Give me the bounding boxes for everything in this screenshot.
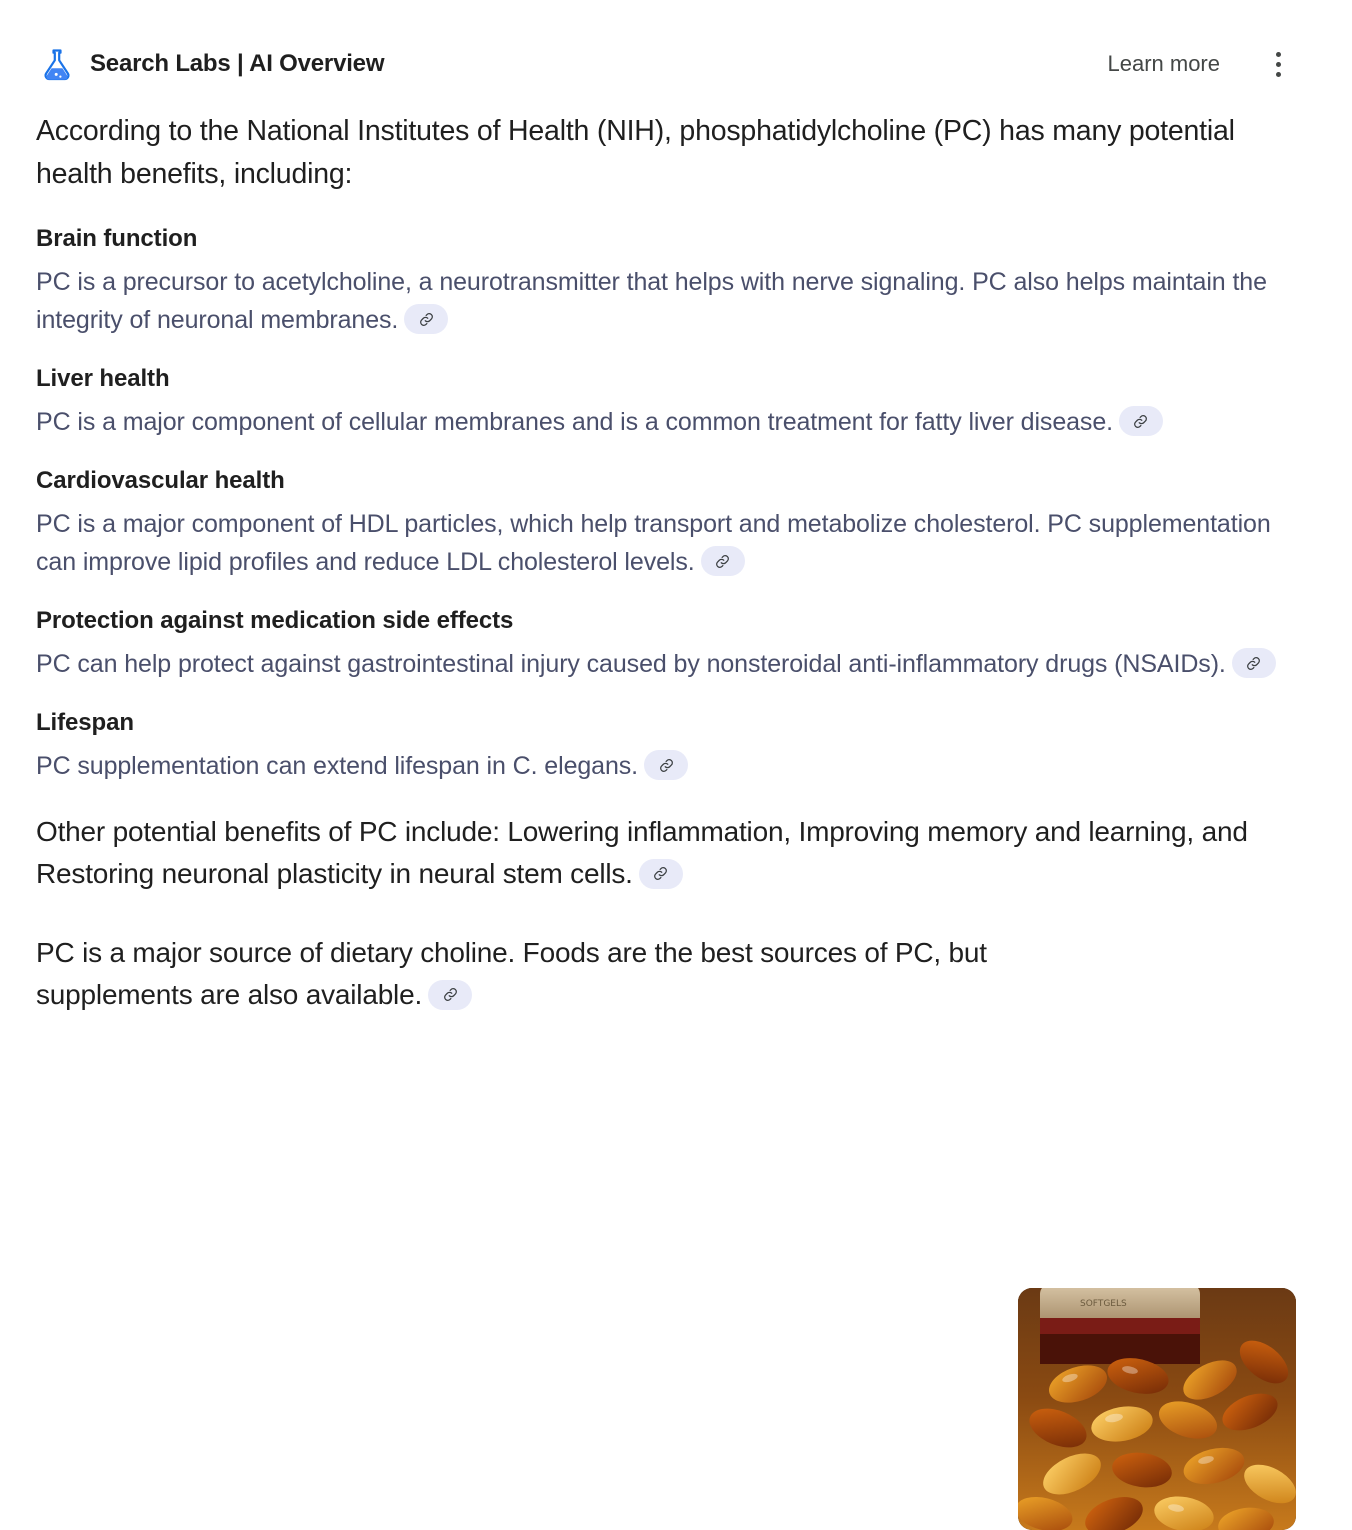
link-icon[interactable]: [404, 304, 448, 334]
benefit-section: [36, 467, 1296, 581]
ai-overview-header: [36, 36, 1296, 92]
section-title: Cardiovascular health: [36, 466, 285, 494]
svg-text:SOFTGELS: SOFTGELS: [1080, 1299, 1127, 1309]
closing-paragraph-text: PC is a major source of dietary choline. Foods are the best sources of PC, but supplements are also available.: [36, 936, 987, 1011]
section-body-text: PC is a major component of HDL particles, which help transport and metabolize cholesterol. PC supplementation can improve lipid profiles and reduce LDL cholesterol levels.: [36, 509, 1271, 576]
supplement-capsules-image[interactable]: [1018, 1288, 1296, 1530]
section-body: [36, 505, 1296, 581]
closing-paragraph-text: Other potential benefits of PC include: Lowering inflammation, Improving memory and learning, and Restoring neuronal plasticity in neural stem cells.: [36, 815, 1248, 890]
section-title: Protection against medication side effects: [36, 606, 514, 634]
learn-more-link[interactable]: Learn more: [1107, 51, 1220, 76]
link-icon[interactable]: [639, 859, 683, 889]
kebab-menu-icon[interactable]: [1264, 47, 1292, 81]
section-body-text: PC is a major component of cellular membranes and is a common treatment for fatty liver disease.: [36, 407, 1113, 436]
benefit-section: [36, 225, 1296, 339]
section-body-text: PC is a precursor to acetylcholine, a neurotransmitter that helps with nerve signaling. PC also helps maintain the integrity of neuronal membranes.: [36, 267, 1267, 334]
link-icon[interactable]: [644, 750, 688, 780]
link-icon[interactable]: [701, 546, 745, 576]
benefit-section: [36, 709, 1296, 785]
link-icon[interactable]: [428, 980, 472, 1010]
section-body: [36, 747, 1296, 785]
page-title: Search Labs | AI Overview: [90, 50, 385, 77]
section-title: Liver health: [36, 364, 170, 392]
link-icon[interactable]: [1232, 648, 1276, 678]
section-title: Brain function: [36, 224, 198, 252]
ai-overview-content: [36, 92, 1296, 1017]
section-body: [36, 403, 1296, 441]
section-body: [36, 645, 1296, 683]
benefit-section: [36, 365, 1296, 441]
link-icon[interactable]: [1119, 406, 1163, 436]
section-body: [36, 263, 1296, 339]
section-body-text: PC can help protect against gastrointestinal injury caused by nonsteroidal anti-inflammatory drugs (NSAIDs).: [36, 649, 1226, 678]
section-title: Lifespan: [36, 708, 134, 736]
overview-lead: According to the National Institutes of Health (NIH), phosphatidylcholine (PC) has many potential health benefits, including:: [36, 115, 1235, 191]
section-body-text: PC supplementation can extend lifespan in C. elegans.: [36, 751, 639, 780]
closing-paragraph: [36, 932, 1001, 1017]
closing-paragraph: [36, 811, 1266, 896]
flask-icon: [40, 47, 74, 81]
benefit-section: [36, 607, 1296, 683]
